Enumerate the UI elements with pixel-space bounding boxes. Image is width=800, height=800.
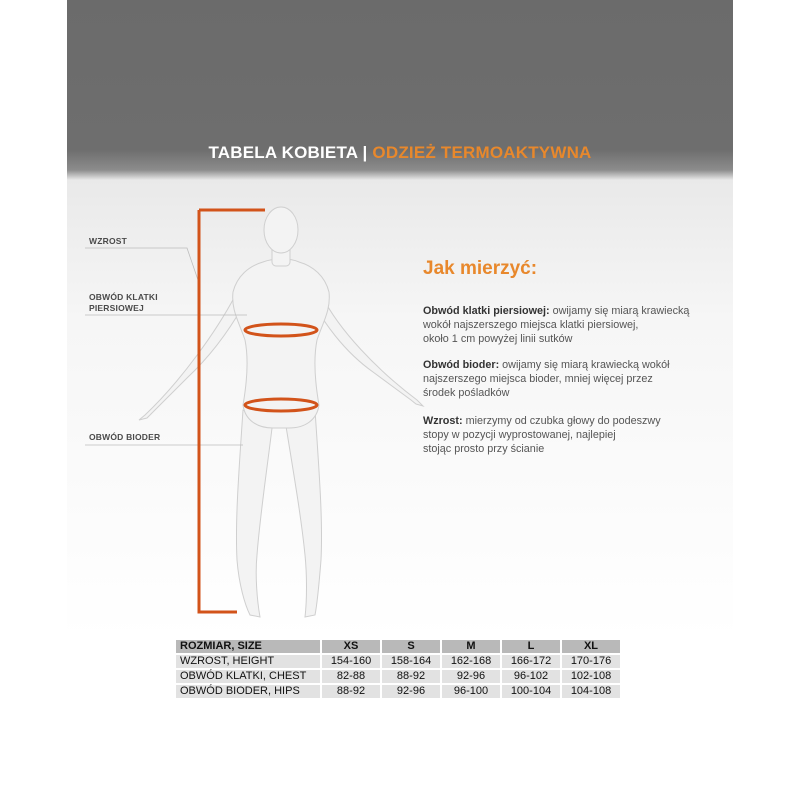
size-guide-panel [67,0,733,640]
table-row-hips [176,685,620,698]
table-row-chest [176,670,620,683]
size-table [174,638,622,700]
table-cell: 170-176 [562,655,620,668]
label-biodra: OBWÓD BIODER [89,432,161,442]
howto-text-hips-1: owijamy się miarą krawiecką wokół [499,359,670,371]
size-table-header-label: ROZMIAR, SIZE [176,640,320,653]
howto-term-hips: Obwód bioder: [423,359,500,371]
title-main: TABELA KOBIETA | [208,143,373,162]
mannequin-right-leg [285,410,322,617]
size-header-xl: XL [562,640,620,653]
table-row-height [176,655,620,668]
table-row-label: OBWÓD BIODER, HIPS [176,685,320,698]
table-cell: 104-108 [562,685,620,698]
mannequin-right-arm [315,296,423,406]
howto-term-chest: Obwód klatki piersiowej: [423,305,550,317]
table-cell: 92-96 [442,670,500,683]
table-cell: 100-104 [502,685,560,698]
label-klatka-line1: OBWÓD KLATKI [89,292,158,302]
size-header-m: M [442,640,500,653]
howto-title: Jak mierzyć: [423,258,538,279]
howto-text-hips-2: najszerszego miejsca bioder, mniej więcej przez [423,373,653,385]
table-row-label: OBWÓD KLATKI, CHEST [176,670,320,683]
howto-item-chest [423,304,713,346]
howto-item-hips [423,358,713,400]
label-klatka [89,292,158,314]
size-header-xs: XS [322,640,380,653]
table-cell: 166-172 [502,655,560,668]
title-accent: ODZIEŻ TERMOAKTYWNA [372,143,592,162]
table-cell: 92-96 [382,685,440,698]
label-pointer-wzrost [85,248,198,280]
table-cell: 162-168 [442,655,500,668]
howto-text-height-3: stojąc prosto przy ścianie [423,443,545,455]
table-cell: 96-102 [502,670,560,683]
size-table-header-row [176,640,620,653]
table-cell: 154-160 [322,655,380,668]
howto-text-chest-2: wokół najszerszego miejsca klatki piersiowej, [423,319,639,331]
howto-text-height-2: stopy w pozycji wyprostowanej, najlepiej [423,429,616,441]
table-cell: 88-92 [382,670,440,683]
size-header-s: S [382,640,440,653]
howto-item-height [423,414,713,456]
table-cell: 88-92 [322,685,380,698]
table-cell: 82-88 [322,670,380,683]
howto-term-height: Wzrost: [423,415,463,427]
label-wzrost: WZROST [89,236,128,246]
table-cell: 102-108 [562,670,620,683]
howto-text-hips-3: środek pośladków [423,387,510,399]
mannequin-head [264,207,298,253]
table-cell: 96-100 [442,685,500,698]
label-klatka-line2: PIERSIOWEJ [89,303,144,313]
table-row-label: WZROST, HEIGHT [176,655,320,668]
howto-text-height-1: mierzymy od czubka głowy do podeszwy [462,415,661,427]
size-header-l: L [502,640,560,653]
howto-text-chest-1: owijamy się miarą krawiecką [549,305,690,317]
table-cell: 158-164 [382,655,440,668]
howto-text-chest-3: około 1 cm powyżej linii sutków [423,333,573,345]
mannequin-left-leg [236,410,273,617]
